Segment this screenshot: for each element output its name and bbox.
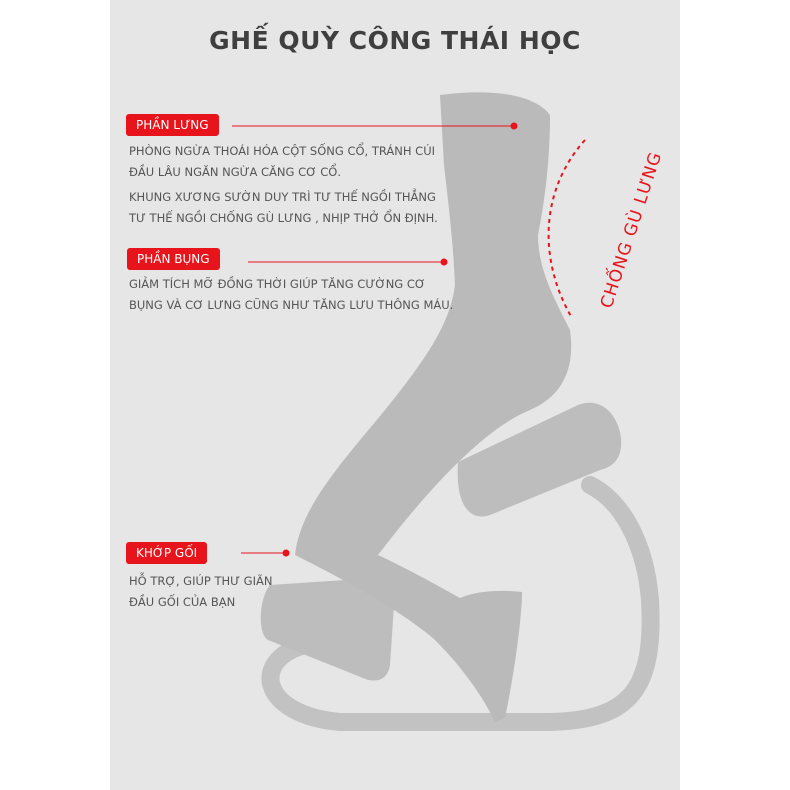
label-knee: KHỚP GỐI (126, 542, 207, 564)
desc-knee-line-2: ĐẦU GỐI CỦA BẠN (129, 595, 236, 609)
dot-belly (441, 259, 448, 266)
label-back: PHẦN LƯNG (126, 114, 219, 136)
desc-knee (129, 571, 272, 613)
desc-back-line-1: PHÒNG NGỪA THOÁI HÓA CỘT SỐNG CỔ, TRÁNH CÚI (129, 144, 435, 158)
desc-belly (129, 274, 453, 316)
side-text: CHỐNG GÙ LƯNG (596, 149, 667, 311)
desc-belly-line-2: BỤNG VÀ CƠ LƯNG CŨNG NHƯ TĂNG LƯU THÔNG MÁU. (129, 298, 454, 312)
spine-arc (549, 140, 585, 318)
dot-knee (283, 550, 290, 557)
desc-belly-line-1: GIẢM TÍCH MỠ ĐỒNG THỜI GIÚP TĂNG CƯỜNG CƠ (129, 277, 426, 291)
label-belly: PHẦN BỤNG (127, 248, 220, 270)
desc-back-line-3: KHUNG XƯƠNG SƯỜN DUY TRÌ TƯ THẾ NGỒI THẲNG (129, 190, 436, 204)
dot-back (511, 123, 518, 130)
desc-knee-line-1: HỖ TRỢ, GIÚP THƯ GIÃN (129, 574, 273, 588)
desc-back-line-4: TƯ THẾ NGỒI CHỐNG GÙ LƯNG , NHỊP THỞ ỔN ĐỊNH. (129, 211, 438, 225)
desc-back (129, 141, 438, 229)
poster (110, 0, 680, 790)
desc-back-line-2: ĐẦU LÂU NGĂN NGỪA CĂNG CƠ CỔ. (129, 165, 341, 179)
page-title: GHẾ QUỲ CÔNG THÁI HỌC (209, 26, 581, 55)
